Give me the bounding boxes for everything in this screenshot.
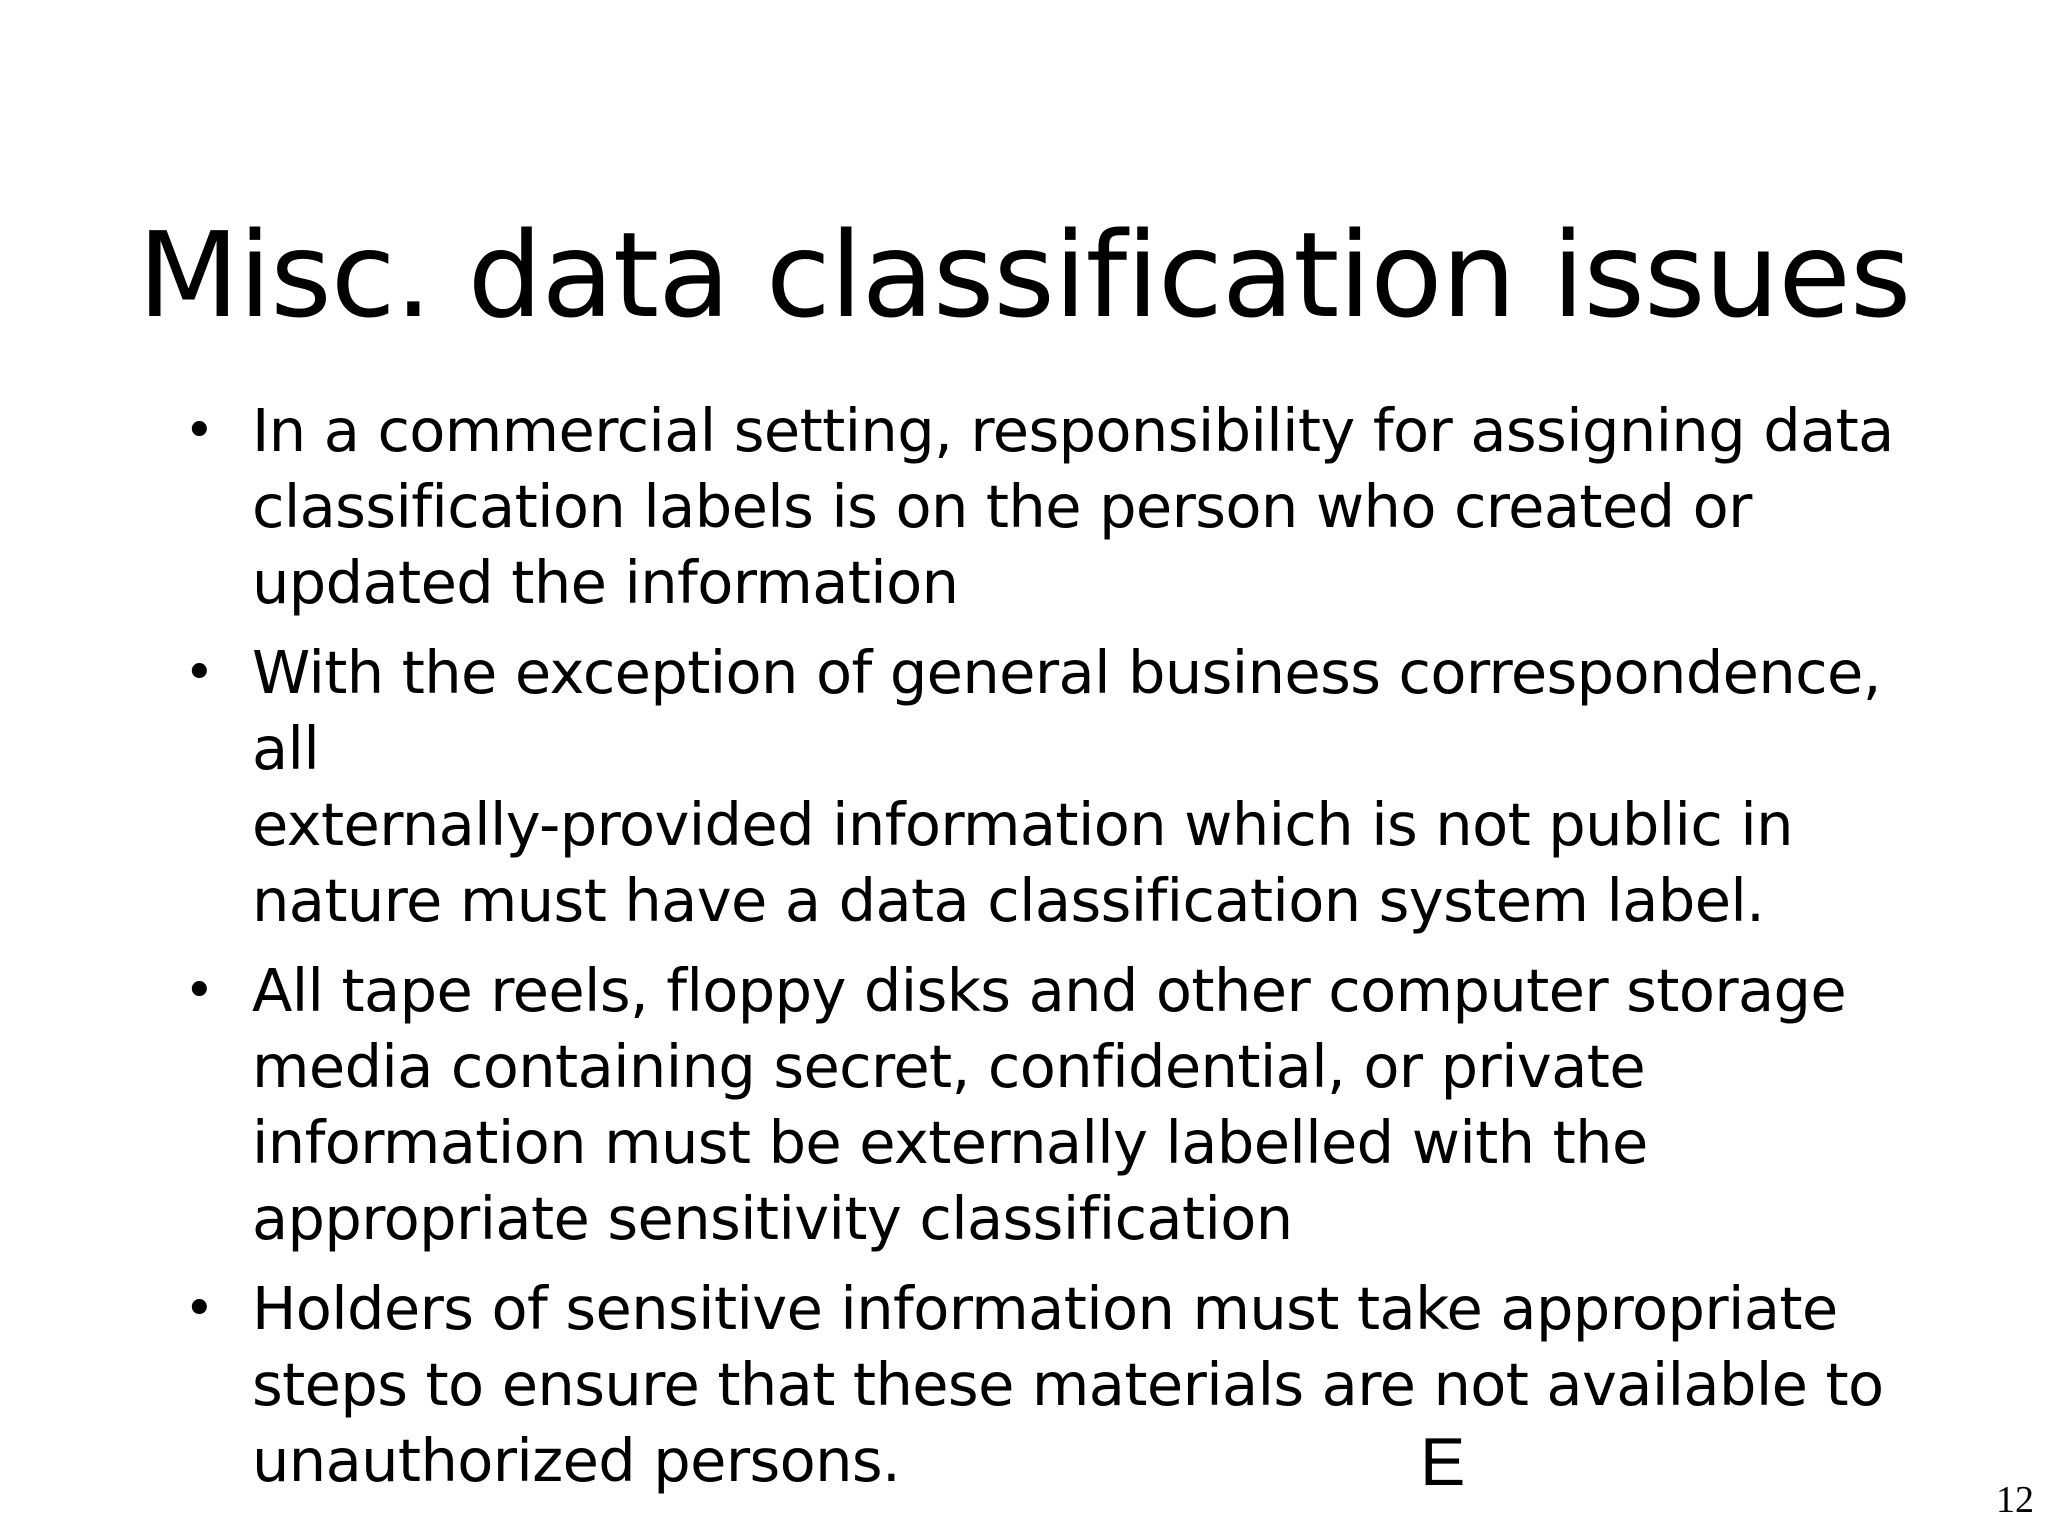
bullet-line: All tape reels, floppy disks and other computer storage — [252, 956, 1847, 1025]
bullet-dot-icon: • — [184, 1279, 215, 1339]
bullet-dot-icon: • — [184, 643, 215, 703]
bullet-line: Holders of sensitive information must take appropriate — [252, 1274, 1838, 1343]
bullet-line: information must be externally labelled with the — [252, 1108, 1648, 1177]
bullet-list — [172, 393, 1912, 1513]
bullet-item — [172, 1271, 1912, 1499]
bullet-dot-icon: • — [184, 401, 215, 461]
page-number: 12 — [1996, 1479, 2034, 1521]
bullet-line: steps to ensure that these materials are not available to — [252, 1350, 1884, 1419]
bullet-line: nature must have a data classification system label. — [252, 866, 1765, 935]
bullet-dot-icon: • — [184, 961, 215, 1021]
section-marker-letter: E — [1420, 1424, 1466, 1500]
bullet-line: In a commercial setting, responsibility for assigning data — [252, 396, 1894, 465]
bullet-line: updated the information — [252, 548, 959, 617]
slide-title: Misc. data classification issues — [137, 206, 1911, 344]
bullet-item — [172, 953, 1912, 1257]
bullet-item — [172, 393, 1912, 621]
bullet-line: appropriate sensitivity classification — [252, 1184, 1293, 1253]
bullet-line: media containing secret, confidential, or private — [252, 1032, 1646, 1101]
bullet-line: classification labels is on the person who created or — [252, 472, 1752, 541]
bullet-item — [172, 635, 1912, 939]
bullet-line: unauthorized persons. — [252, 1426, 901, 1495]
bullet-line: externally-provided information which is not public in — [252, 790, 1793, 859]
bullet-line: With the exception of general business correspondence, all — [252, 638, 1881, 783]
